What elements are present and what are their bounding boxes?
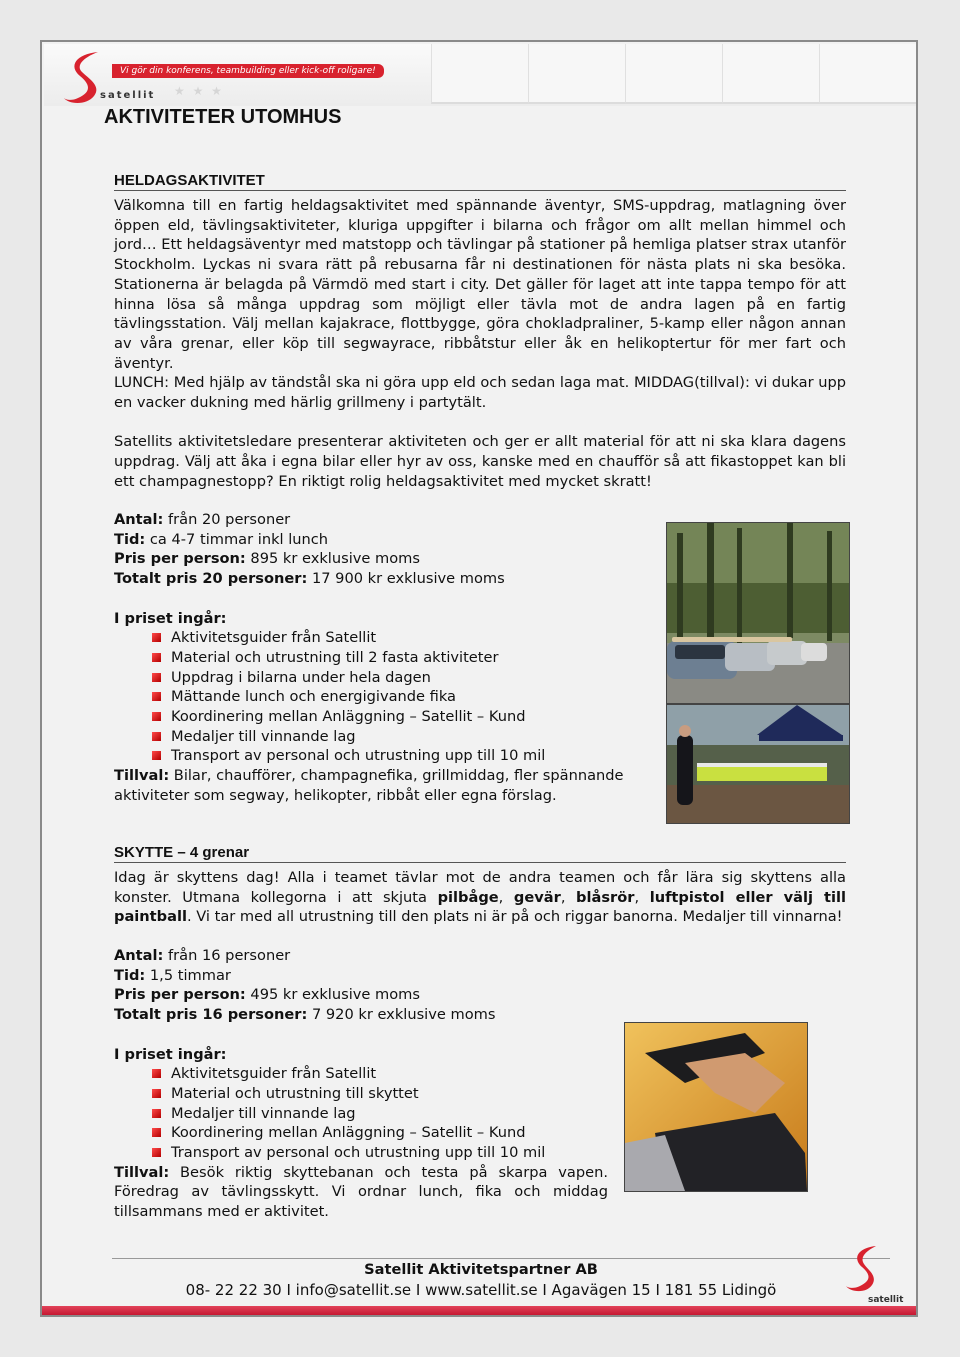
photo-pistol	[624, 1022, 808, 1192]
list-item: Mättande lunch och energigivande fika	[114, 687, 652, 707]
heldag-leaders: Satellits aktivitetsledare presenterar aktiviteten och ger er allt material för att ni ska klara dagens uppdrag. Välj att åka i egna bilar eller hyr av oss, kanske med en chaufför så att fikastoppet kan bli ett champagnestopp? En riktigt rolig heldagsaktivitet med mycket skratt!	[114, 433, 846, 490]
section-title-heldag: HELDAGSAKTIVITET	[114, 172, 846, 191]
heldag-facts: Antal: från 20 personer Tid: ca 4-7 timmar inkl lunch Pris per person: 895 kr exklusive moms Totalt pris 20 personer: 17 900 kr exklusive moms I priset ingår: Aktivitetsguider från Satellit Material och utrustning till 2 fasta aktiviteter Uppdrag i bilarna under hela dagen Mättande lunch och energigivande fika Koordinering mellan Anläggning – Satellit – Kund Medaljer till vinnande lag Transport av personal och utrustning upp till 10 mil Tillval: Bilar, chaufförer, champagnefika, grillmiddag, fler spännande aktiviteter som segway, helikopter, ribbåt eller egna förslag.	[114, 510, 652, 806]
footer-company: Satellit Aktivitetspartner AB	[364, 1261, 598, 1278]
photo-outdoor-buffet	[666, 704, 850, 824]
logo-wordmark: satellit	[100, 90, 156, 101]
skytte-pris: 495 kr exklusive moms	[245, 986, 420, 1004]
skytte-antal: från 16 personer	[163, 947, 291, 964]
header-decoration	[431, 44, 916, 106]
skytte-tid: 1,5 timmar	[145, 966, 231, 984]
bullet-icon	[152, 1069, 161, 1078]
list-item: Transport av personal och utrustning upp till 10 mil	[114, 746, 652, 766]
bullet-icon	[152, 1148, 161, 1157]
star-decoration-icon: ★ ★ ★	[174, 84, 224, 98]
bullet-icon	[152, 1109, 161, 1118]
section-title-skytte: SKYTTE – 4 grenar	[114, 844, 846, 863]
heldag-included-list	[114, 628, 652, 766]
bullet-icon	[152, 1089, 161, 1098]
list-item: Medaljer till vinnande lag	[114, 1104, 608, 1124]
footer-bar	[42, 1306, 916, 1315]
header-tagline: Vi gör din konferens, teambuilding eller kick-off roligare!	[112, 64, 384, 78]
footer-contact: 08- 22 22 30 I info@satellit.se I www.satellit.se I Agavägen 15 I 181 55 Lidingö	[185, 1281, 777, 1299]
bullet-icon	[152, 692, 161, 701]
bullet-icon	[152, 712, 161, 721]
photo-cars-kayaks	[666, 522, 850, 704]
skytte-tillval: Tillval: Besök riktig skyttebanan och testa på skarpa vapen. Föredrag av tävlingsskytt. Vi ordnar lunch, fika och middag tillsammans med er aktivitet.	[114, 1163, 608, 1221]
list-item: Transport av personal och utrustning upp till 10 mil	[114, 1143, 608, 1163]
heldag-ingar-label: I priset ingår:	[114, 609, 227, 627]
heldag-tid: ca 4-7 timmar inkl lunch	[145, 530, 329, 548]
heldag-description	[114, 196, 846, 492]
skytte-description: Idag är skyttens dag! Alla i teamet tävlar mot de andra teamen och får lära sig skyttens alla konster. Utmana kollegorna i att skjuta pilbåge, gevär, blåsrör, luftpistol eller välj till paintball. Vi tar med all utrustning till den plats ni är på och riggar banorna. Medaljer till vinnarna!	[114, 869, 846, 926]
list-item: Koordinering mellan Anläggning – Satellit – Kund	[114, 1123, 608, 1143]
bullet-icon	[152, 1128, 161, 1137]
list-item: Uppdrag i bilarna under hela dagen	[114, 668, 652, 688]
document-page	[40, 40, 918, 1317]
page-header	[44, 44, 916, 106]
skytte-included-list	[114, 1064, 608, 1163]
list-item: Aktivitetsguider från Satellit	[114, 1064, 608, 1084]
svg-text:satellit: satellit	[868, 1295, 904, 1305]
bullet-icon	[152, 633, 161, 642]
skytte-total: 7 920 kr exklusive moms	[307, 1006, 496, 1024]
list-item: Material och utrustning till 2 fasta aktiviteter	[114, 648, 652, 668]
heldag-lunch: LUNCH: Med hjälp av tändstål ska ni göra upp eld och sedan laga mat. MIDDAG(tillval): vi dukar upp en vacker dukning med härlig grillmeny i partytält.	[114, 374, 846, 412]
skytte-facts: Antal: från 16 personer Tid: 1,5 timmar Pris per person: 495 kr exklusive moms Totalt pris 16 personer: 7 920 kr exklusive moms I priset ingår: Aktivitetsguider från Satellit Material och utrustning till skyttet Medaljer till vinnande lag Koordinering mellan Anläggning – Satellit – Kund Transport av personal och utrustning upp till 10 mil Tillval: Besök riktig skyttebanan och testa på skarpa vapen. Föredrag av tävlingsskytt. Vi ordnar lunch, fika och middag tillsammans med er aktivitet.	[114, 947, 608, 1221]
heldag-total: 17 900 kr exklusive moms	[307, 570, 505, 588]
list-item: Medaljer till vinnande lag	[114, 727, 652, 747]
page-title: AKTIVITETER UTOMHUS	[104, 106, 342, 128]
bullet-icon	[152, 673, 161, 682]
footer-divider	[112, 1258, 890, 1259]
skytte-ingar-label: I priset ingår:	[114, 1045, 227, 1063]
list-item: Material och utrustning till skyttet	[114, 1084, 608, 1104]
heldag-pris: 895 kr exklusive moms	[245, 550, 420, 568]
heldag-tillval: Tillval: Bilar, chaufförer, champagnefika, grillmiddag, fler spännande aktiviteter som segway, helikopter, ribbåt eller egna förslag.	[114, 767, 624, 804]
heldag-intro: Välkomna till en fartig heldagsaktivitet med spännande äventyr, SMS-uppdrag, matlagning över öppen eld, tävlingsaktiviteter, kluriga uppgifter i bilarna och frågor om allt mellan himmel och jord… Ett heldagsäventyr med matstopp och tävlingar på stationer på hemliga platser strax utanför Stockholm. Lyckas ni svara rätt på rebusarna får ni destinationen för nästa plats ni ska besöka. Stationerna är belagda på Värmdö med start i city. Det gäller för laget att inte tappa tempo för att hinna lösa så många uppdrag som möjligt eller tävla mot de andra lagen på en fartig tävlingsstation. Välj mellan kajakrace, flottbygge, göra chokladpraliner, 5-kamp eller någon annan av våra grenar, eller köp till segwayrace, ribbåtstur eller åk en helikoptertur för mer fart och äventyr.	[114, 197, 846, 372]
footer-logo-icon	[832, 1242, 912, 1306]
list-item: Aktivitetsguider från Satellit	[114, 628, 652, 648]
heldag-antal: från 20 personer	[163, 511, 291, 528]
bullet-icon	[152, 732, 161, 741]
list-item: Koordinering mellan Anläggning – Satellit – Kund	[114, 707, 652, 727]
bullet-icon	[152, 653, 161, 662]
bullet-icon	[152, 751, 161, 760]
